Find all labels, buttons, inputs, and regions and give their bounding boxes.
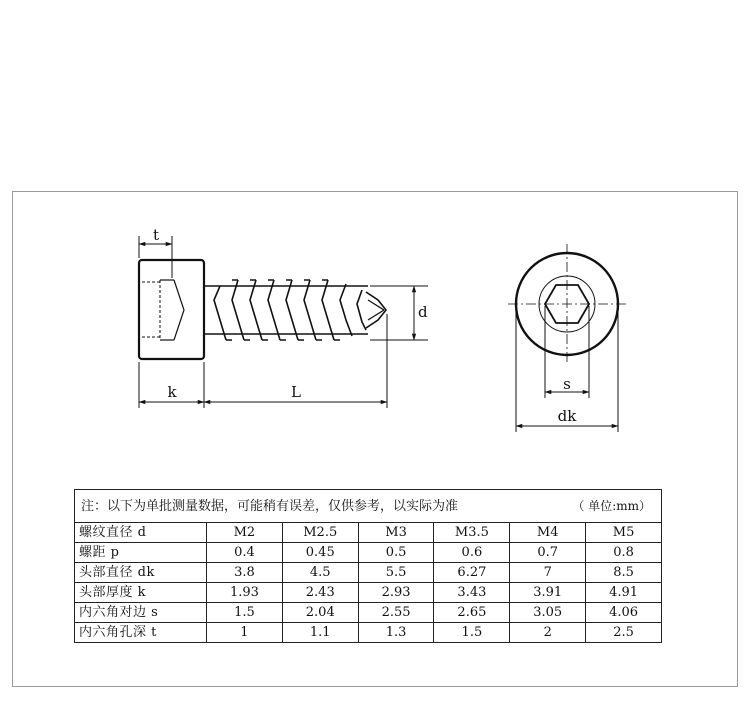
table-cell: 1.5 (434, 623, 510, 643)
table-cell: 8.5 (586, 563, 662, 583)
table-cell: 2.5 (586, 623, 662, 643)
table-cell: 7 (510, 563, 586, 583)
row-label: 螺距 p (75, 543, 207, 563)
table-cell: 1.93 (207, 583, 283, 603)
table-cell: 0.4 (207, 543, 283, 563)
table-cell: 4.5 (282, 563, 358, 583)
table-cell: 1.5 (207, 603, 283, 623)
table-cell: 4.06 (586, 603, 662, 623)
table-cell: 3.91 (510, 583, 586, 603)
table-cell: 5.5 (358, 563, 434, 583)
table-cell: 6.27 (434, 563, 510, 583)
table-cell: 2.65 (434, 603, 510, 623)
table-cell: 2.04 (282, 603, 358, 623)
dim-label-d: d (418, 303, 428, 321)
row-label: 螺纹直径 d (75, 523, 207, 543)
dim-label-s: s (563, 375, 571, 393)
size-header: M2 (207, 523, 283, 543)
table-cell: 0.6 (434, 543, 510, 563)
table-cell: 2.93 (358, 583, 434, 603)
row-label: 头部厚度 k (75, 583, 207, 603)
header-row (75, 523, 662, 543)
table-cell: 1.3 (358, 623, 434, 643)
dim-label-L: L (291, 383, 301, 401)
table-row (75, 623, 662, 643)
size-header: M2.5 (282, 523, 358, 543)
table-cell: 2 (510, 623, 586, 643)
dimension-lines-side (139, 236, 428, 408)
size-header: M3.5 (434, 523, 510, 543)
size-header: M3 (358, 523, 434, 543)
row-label: 内六角孔深 t (75, 623, 207, 643)
screw-thread (214, 280, 366, 340)
table-row (75, 603, 662, 623)
size-header: M5 (586, 523, 662, 543)
table-cell: 0.5 (358, 543, 434, 563)
dim-label-t: t (152, 226, 160, 244)
table-row (75, 543, 662, 563)
table-row (75, 563, 662, 583)
table-cell: 1.1 (282, 623, 358, 643)
table-note: 注：以下为单批测量数据，可能稍有误差，仅供参考，以实际为准 (81, 498, 459, 514)
table-cell: 1 (207, 623, 283, 643)
table-cell: 0.8 (586, 543, 662, 563)
screw-side-view (139, 260, 386, 359)
screw-end-view (508, 244, 626, 364)
table-cell: 0.45 (282, 543, 358, 563)
note-row (75, 490, 662, 523)
table-row (75, 583, 662, 603)
table-cell: 2.43 (282, 583, 358, 603)
spec-table (74, 489, 662, 643)
table-cell: 2.55 (358, 603, 434, 623)
table-cell: 3.8 (207, 563, 283, 583)
dim-label-dk: dk (557, 407, 577, 425)
dim-label-k: k (167, 383, 177, 401)
row-label: 头部直径 dk (75, 563, 207, 583)
size-header: M4 (510, 523, 586, 543)
table-cell: 3.43 (434, 583, 510, 603)
row-label: 内六角对边 s (75, 603, 207, 623)
table-cell: 0.7 (510, 543, 586, 563)
unit-label: （ 单位:mm） (572, 498, 651, 513)
table-cell: 4.91 (586, 583, 662, 603)
table-cell: 3.05 (510, 603, 586, 623)
